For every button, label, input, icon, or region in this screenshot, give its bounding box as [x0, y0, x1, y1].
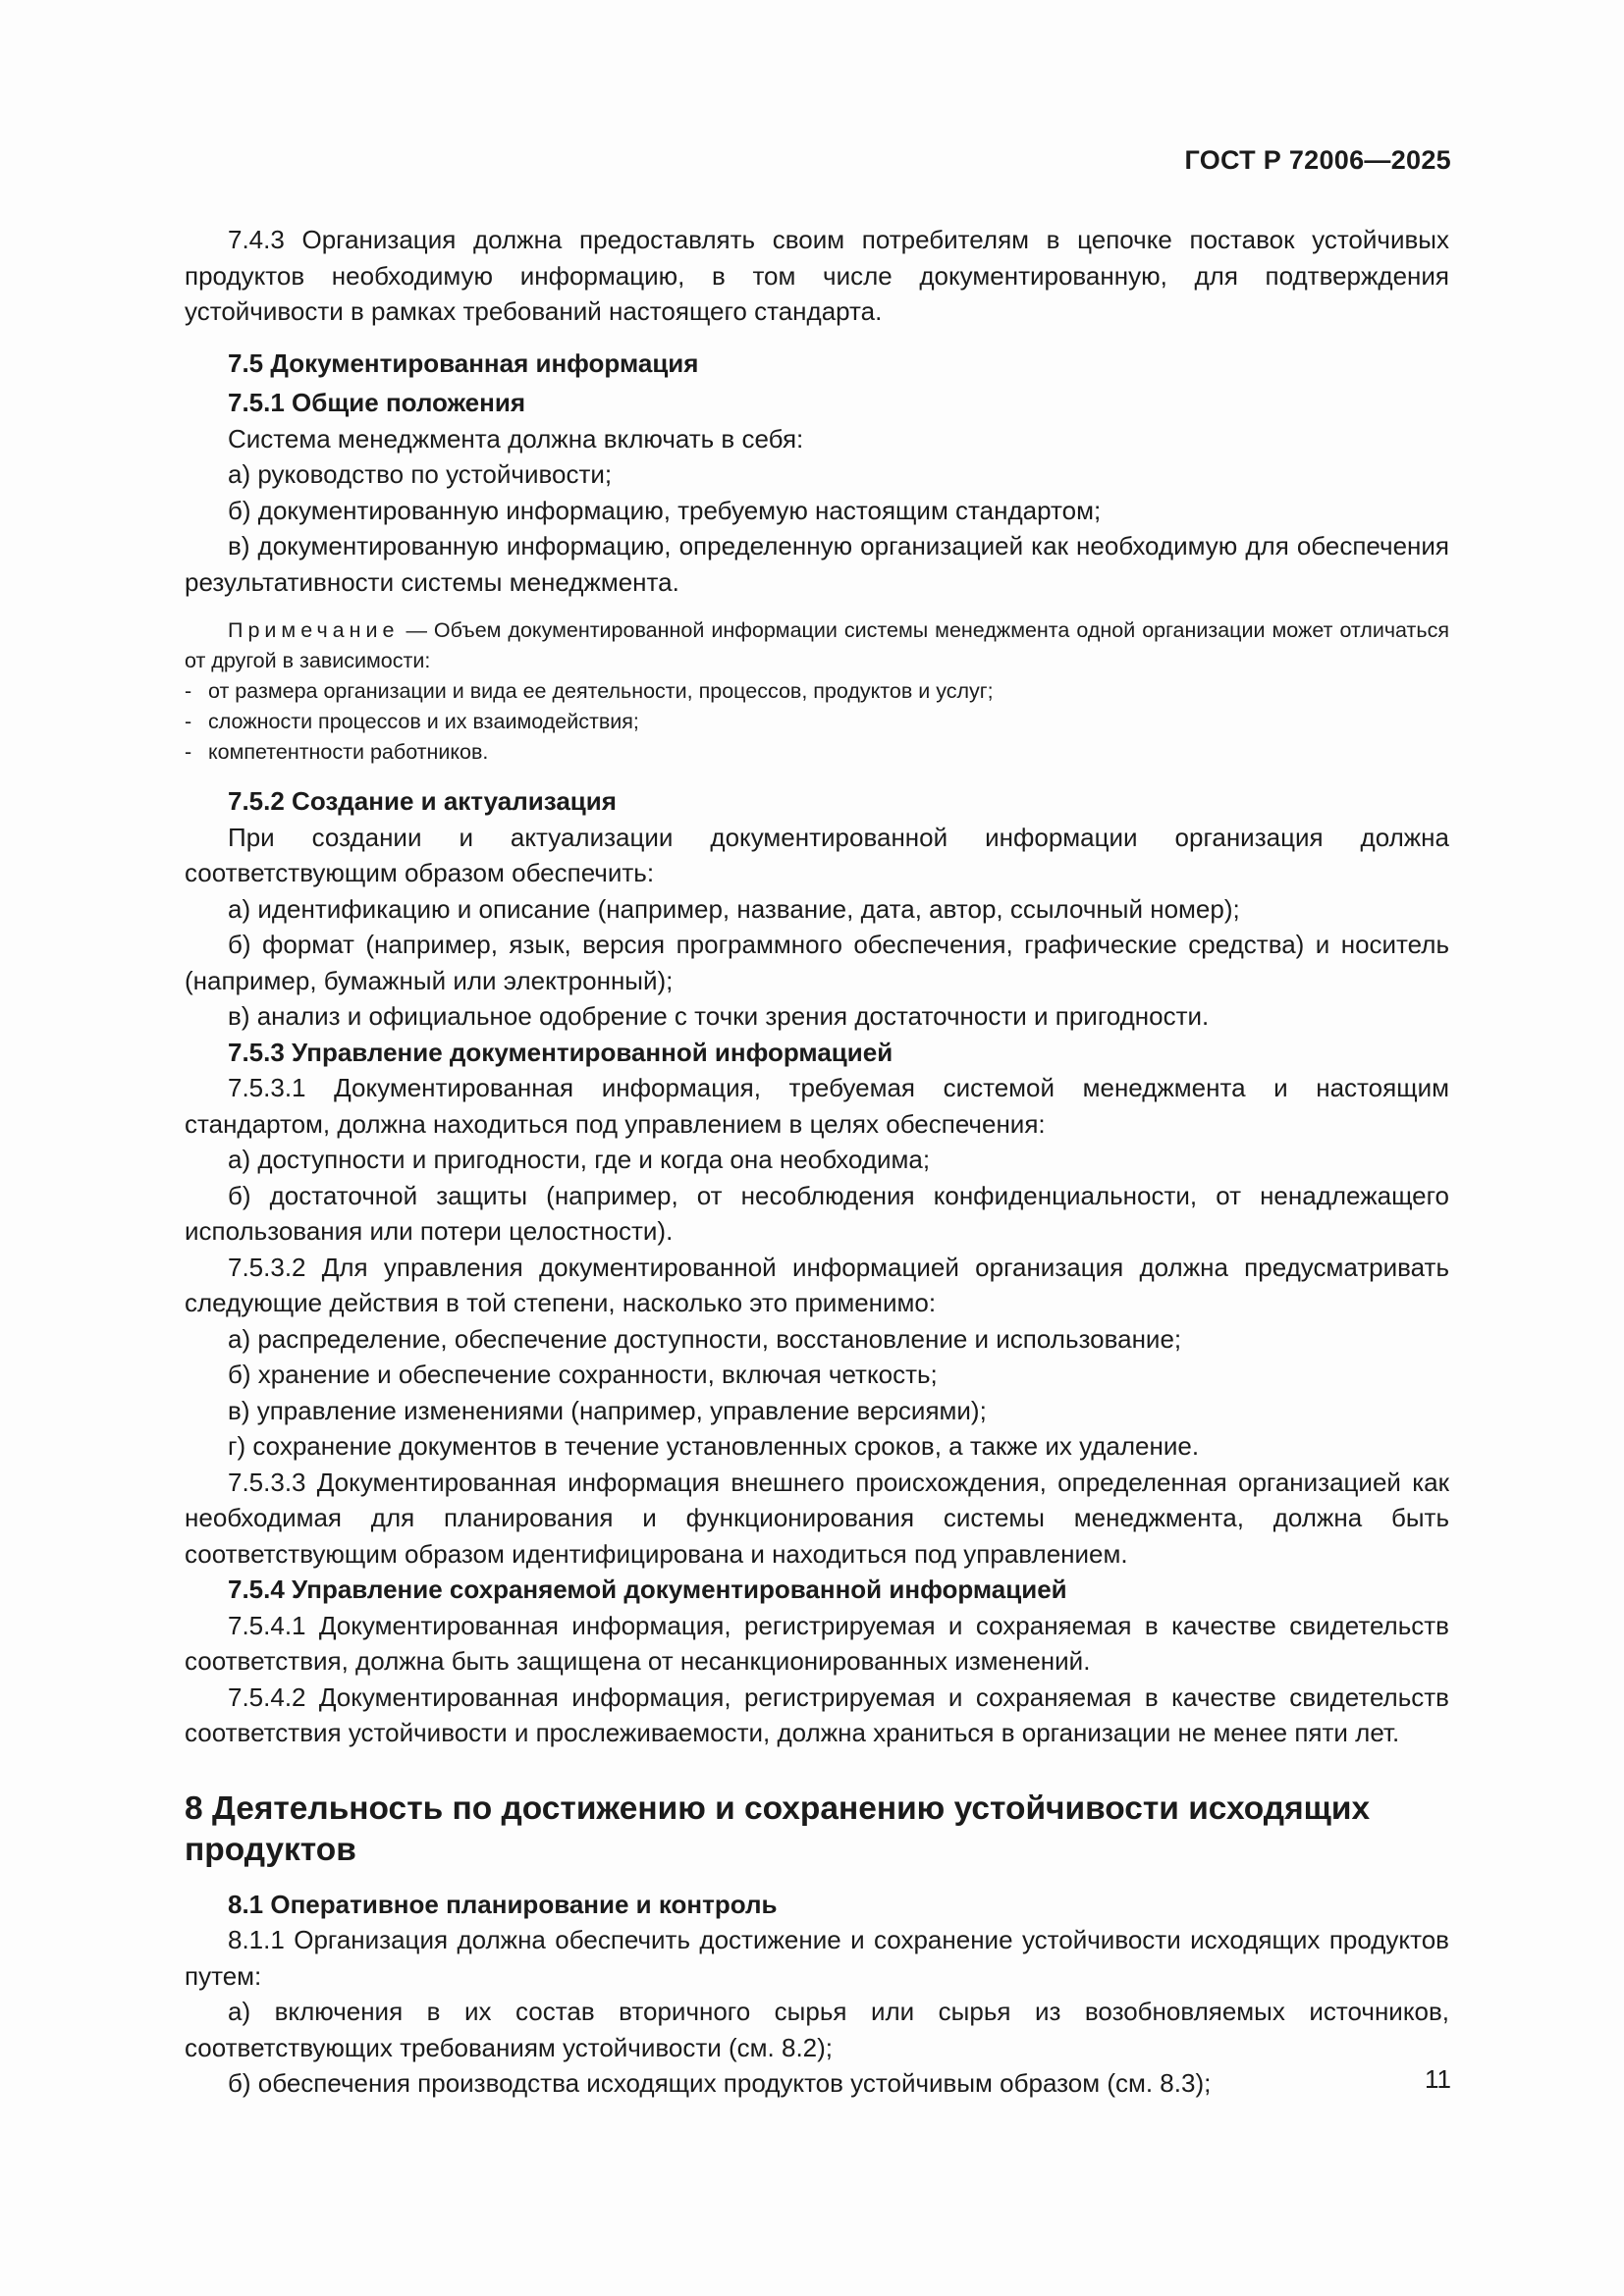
list-item: в) управление изменениями (например, управление версиями); [228, 1395, 987, 1425]
subsection-heading: 7.5.1 Общие положения [228, 388, 525, 417]
paragraph: б) формат (например, язык, версия программного обеспечения, графические средства) и носитель (например, бумажный или электронный); [185, 930, 1449, 995]
subsection-heading: 7.5.3 Управление документированной информацией [228, 1037, 893, 1067]
list-item: б) обеспечения производства исходящих продуктов устойчивым образом (см. 8.3); [228, 2068, 1212, 2098]
paragraph: а) включения в их состав вторичного сырья или сырья из возобновляемых источников, соответствующих требованиям устойчивости (см. 8.2); [185, 1997, 1449, 2062]
page-number: 11 [1425, 2064, 1451, 2094]
paragraph: 7.5.3.3 Документированная информация внешнего происхождения, определенная организацией как необходимая для планирования и функционирования системы менеджмента, должна быть соответствующим образом идентифицирована и находиться под управлением. [185, 1467, 1449, 1569]
chapter-heading: 8 Деятельность по достижению и сохранению устойчивости исходящих продуктов [185, 1789, 1371, 1868]
list-item: а) распределение, обеспечение доступности, восстановление и использование; [228, 1323, 1182, 1354]
paragraph: 7.5.4.1 Документированная информация, регистрируемая и сохраняемая в качестве свидетельств соответствия, должна быть защищена от несанкционированных изменений. [185, 1610, 1449, 1676]
paragraph: 8.1.1 Организация должна обеспечить достижение и сохранение устойчивости исходящих продуктов путем: [185, 1925, 1449, 1991]
document-body [185, 222, 1449, 2102]
note-list-item: - от размера организации и вида ее деятельности, процессов, продуктов и услуг; [185, 676, 1449, 707]
note [185, 615, 1449, 768]
paragraph: б) достаточной защиты (например, от несоблюдения конфиденциальности, от ненадлежащего использования или потери целостности). [185, 1180, 1449, 1246]
list-item: а) идентификацию и описание (например, название, дата, автор, ссылочный номер); [228, 893, 1240, 924]
note-body: — Объем документированной информации системы менеджмента одной организации может отличаться от другой в зависимости: [185, 618, 1449, 672]
paragraph: 7.5.3.2 Для управления документированной информацией организация должна предусматривать следующие действия в той степени, насколько это применимо: [185, 1252, 1449, 1317]
list-item: б) документированную информацию, требуемую настоящим стандартом; [228, 495, 1102, 525]
list-item: г) сохранение документов в течение установленных сроков, а также их удаление. [228, 1431, 1200, 1461]
list-item: Система менеджмента должна включать в себя: [228, 423, 804, 454]
section-heading: 8.1 Оперативное планирование и контроль [228, 1889, 778, 1919]
paragraph: в) документированную информацию, определенную организацией как необходимую для обеспечения результативности системы менеджмента. [185, 531, 1449, 597]
standard-header: ГОСТ Р 72006—2025 [1184, 145, 1451, 175]
paragraph: При создании и актуализации документированной информации организация должна соответствующим образом обеспечить: [185, 822, 1449, 887]
paragraph: 7.5.4.2 Документированная информация, регистрируемая и сохраняемая в качестве свидетельств соответствия устойчивости и прослеживаемости, должна храниться в организации не менее пяти лет. [185, 1682, 1449, 1747]
list-item: б) хранение и обеспечение сохранности, включая четкость; [228, 1360, 938, 1389]
list-item: в) анализ и официальное одобрение с точки зрения достаточности и пригодности. [228, 1001, 1210, 1031]
note-text [185, 615, 1449, 676]
note-list-item: - сложности процессов и их взаимодействия; [185, 707, 1449, 737]
list-item: а) руководство по устойчивости; [228, 459, 613, 489]
paragraph: 7.4.3 Организация должна предоставлять своим потребителям в цепочке поставок устойчивых продуктов необходимую информацию, в том числе документированную, для подтверждения устойчивости в рамках требований настоящего стандарта. [185, 225, 1449, 326]
list-item: а) доступности и пригодности, где и когда она необходима; [228, 1145, 931, 1174]
subsection-heading: 7.5.4 Управление сохраняемой документированной информацией [228, 1575, 1067, 1604]
note-label: Примечание [228, 618, 400, 642]
section-heading: 7.5.2 Создание и актуализация [228, 786, 617, 816]
note-list-item: - компетентности работников. [185, 737, 1449, 768]
paragraph: 7.5.3.1 Документированная информация, требуемая системой менеджмента и настоящим стандартом, должна находиться под управлением в целях обеспечения: [185, 1073, 1449, 1139]
section-heading: 7.5 Документированная информация [228, 347, 699, 378]
